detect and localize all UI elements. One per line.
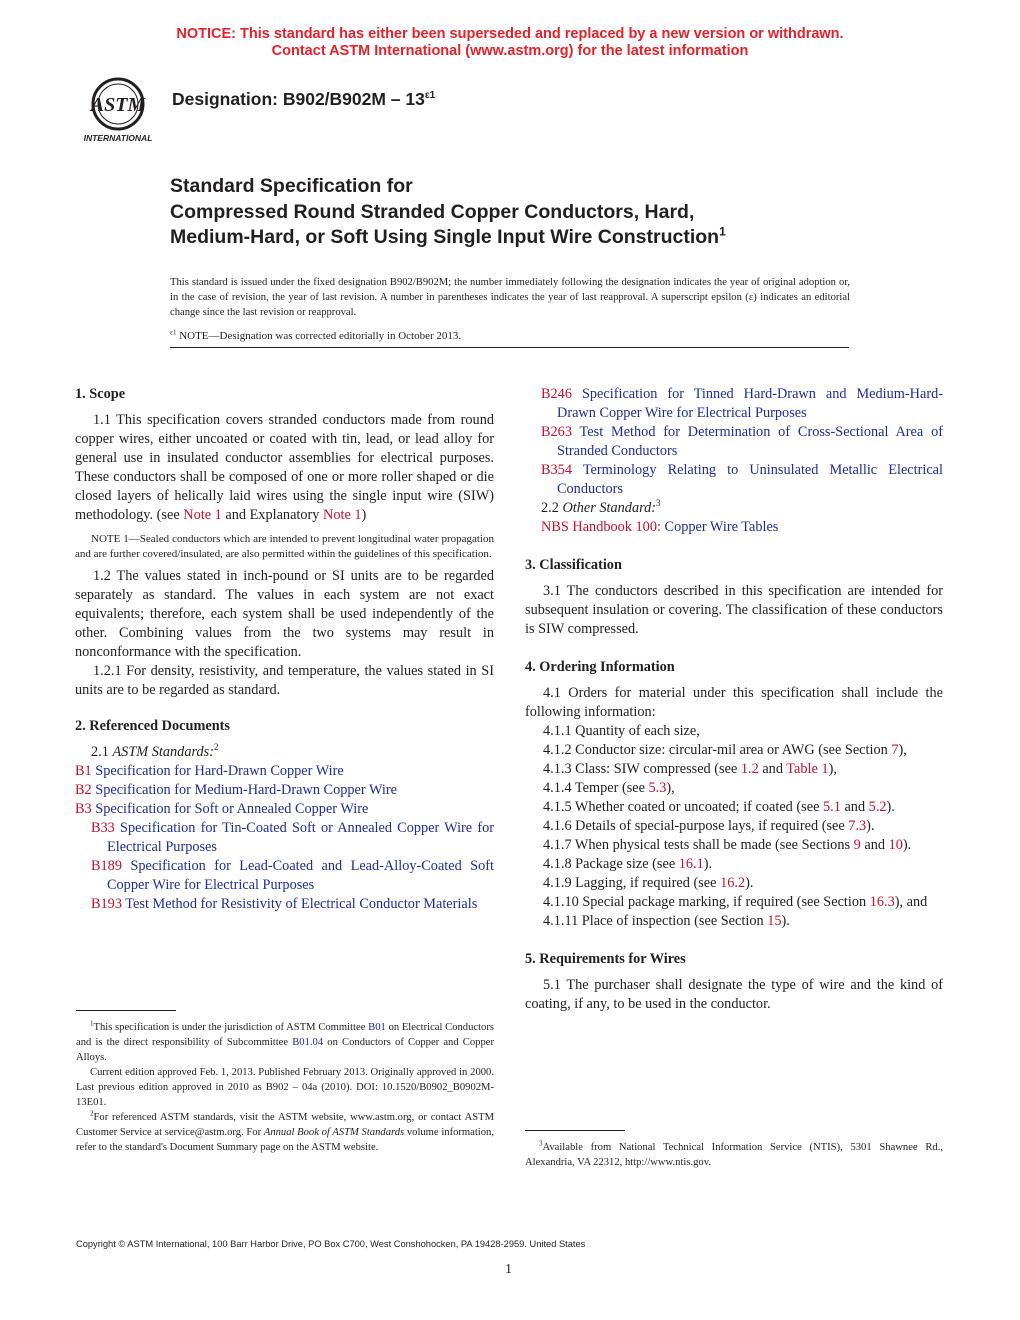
title-line-3-text: Medium-Hard, or Soft Using Single Input Wire Construction <box>170 226 720 248</box>
paragraph-3-1: 3.1 The conductors described in this specification are intended for subsequent insulation or covering. The classification of these conductors is SIW compressed. <box>525 583 943 637</box>
i9-b: ). <box>745 875 754 891</box>
editorial-note <box>170 330 461 342</box>
i6-a: 4.1.6 Details of special-purpose lays, if required (see <box>543 818 849 834</box>
i10-a: 4.1.10 Special package marking, if required (see Section <box>543 894 870 910</box>
i7-b: ). <box>902 837 912 853</box>
p21-label: 2.1 <box>91 744 113 760</box>
p22-sup: 3 <box>656 498 661 509</box>
section-4-heading: 4. Ordering Information <box>525 659 675 675</box>
i9-a: 4.1.9 Lagging, if required (see <box>543 875 721 891</box>
p21-italic: ASTM Standards: <box>112 744 214 760</box>
footnote-2 <box>76 1110 494 1155</box>
section-1-heading: 1. Scope <box>75 386 126 402</box>
ref-title[interactable]: Specification for Tin-Coated Soft or Annealed Copper Wire for Electrical Purposes <box>107 820 494 855</box>
ref-code[interactable]: B33 <box>91 820 115 836</box>
ref-title[interactable]: Specification for Soft or Annealed Copper Wire <box>91 801 369 817</box>
note-1: NOTE 1—Sealed conductors which are intended to prevent longitudinal water propagation and are further covered/insulated, are also permitted within the guidelines of this specification. <box>75 533 494 560</box>
fn3-sup: 3 <box>539 1139 543 1148</box>
section-10-link[interactable]: 10 <box>888 837 903 853</box>
ref-b33[interactable] <box>75 819 494 857</box>
item-4-1-9 <box>525 874 943 893</box>
item-4-1-8 <box>525 855 943 874</box>
nbs-title[interactable]: Copper Wire Tables <box>660 519 779 535</box>
ref-title[interactable]: Test Method for Resistivity of Electrical Conductor Materials <box>121 896 478 912</box>
section-5-2-link[interactable]: 5.2 <box>868 799 887 815</box>
ref-title[interactable]: Terminology Relating to Uninsulated Metallic Electrical Conductors <box>557 462 943 497</box>
paragraph-5-1: 5.1 The purchaser shall designate the type of wire and the kind of coating, if any, to be used in the conductor. <box>525 977 943 1012</box>
ref-b246[interactable] <box>525 385 943 423</box>
logo-subtext: INTERNATIONAL <box>83 133 153 143</box>
document-title <box>170 174 870 251</box>
astm-logo-icon <box>72 74 164 146</box>
footnote-1 <box>76 1020 494 1065</box>
i5-b: ). <box>886 799 895 815</box>
fn3-text: Available from National Technical Information Service (NTIS), 5301 Shawnee Rd., Alexandria, VA 22312, http://www.ntis.gov. <box>525 1142 943 1168</box>
fn1-sup: 1 <box>90 1019 94 1028</box>
ref-b3[interactable] <box>75 800 494 819</box>
item-4-1-5 <box>525 798 943 817</box>
ref-code[interactable]: B263 <box>541 424 572 440</box>
i5-a: 4.1.5 Whether coated or uncoated; if coated (see <box>543 799 823 815</box>
section-7-link[interactable]: 7 <box>891 742 899 758</box>
section-5-1-link[interactable]: 5.1 <box>823 799 841 815</box>
i2-a: 4.1.2 Conductor size: circular-mil area or AWG (see Section <box>543 742 892 758</box>
ref-title[interactable]: Test Method for Determination of Cross-Sectional Area of Stranded Conductors <box>557 424 943 459</box>
notice-line-1: NOTICE: This standard has either been superseded and replaced by a new version or withdrawn. <box>176 26 844 42</box>
i7-m: and <box>860 837 889 853</box>
page-number: 1 <box>505 1262 512 1277</box>
withdrawal-notice <box>0 26 1020 60</box>
item-4-1-7 <box>525 836 943 855</box>
title-line-2: Compressed Round Stranded Copper Conductors, Hard, <box>170 200 695 223</box>
table-1-link[interactable]: Table 1 <box>786 761 829 777</box>
item-4-1-1: 4.1.1 Quantity of each size, <box>543 723 700 739</box>
section-9-link[interactable]: 9 <box>853 837 861 853</box>
ref-code[interactable]: B2 <box>75 782 92 798</box>
section-15-link[interactable]: 15 <box>767 913 782 929</box>
paragraph-1-2: 1.2 The values stated in inch-pound or SI units are to be regarded separately as standard. The values in each system are not exact equivalents; therefore, each system shall be used independently of the other. Combining values from the two systems may result in nonconformance with the specification. <box>75 568 494 660</box>
ref-b263[interactable] <box>525 423 943 461</box>
section-2-heading: 2. Referenced Documents <box>75 718 230 734</box>
ref-title[interactable]: Specification for Medium-Hard-Drawn Copper Wire <box>91 782 397 798</box>
section-16-2-link[interactable]: 16.2 <box>720 875 746 891</box>
p22-italic: Other Standard: <box>562 500 657 516</box>
section-1-2-link[interactable]: 1.2 <box>740 761 759 777</box>
designation-sup: ε1 <box>424 90 436 102</box>
section-16-1-link[interactable]: 16.1 <box>678 856 704 872</box>
right-column <box>525 385 943 1014</box>
paragraph-1-1 <box>75 411 494 525</box>
paragraph-2-2 <box>525 499 943 518</box>
i3-a: 4.1.3 Class: SIW compressed (see <box>543 761 741 777</box>
fn2-b: volume information, refer to the standard's Document Summary page on the ASTM website. <box>76 1127 494 1153</box>
i3-m: and <box>758 761 787 777</box>
ref-code[interactable]: B189 <box>91 858 122 874</box>
fn2-sup: 2 <box>90 1109 94 1118</box>
item-4-1-10 <box>525 893 943 912</box>
fn2-a: For referenced ASTM standards, visit the ASTM website, www.astm.org, or contact ASTM Customer Service at service@astm.org. For <box>76 1112 494 1138</box>
item-4-1-6 <box>525 817 943 836</box>
footnotes-left <box>76 1020 494 1155</box>
fn2-italic: Annual Book of ASTM Standards <box>263 1127 405 1138</box>
i5-m: and <box>840 799 869 815</box>
item-4-1-3 <box>525 760 943 779</box>
intro-divider <box>170 347 849 348</box>
ref-b354[interactable] <box>525 461 943 499</box>
i8-a: 4.1.8 Package size (see <box>543 856 679 872</box>
i11-b: ). <box>781 913 790 929</box>
title-line-1: Standard Specification for <box>170 175 413 197</box>
i4-b: ), <box>666 780 675 796</box>
footnote-divider-right <box>525 1130 625 1131</box>
explanatory-note-1-link[interactable]: Note 1 <box>323 507 362 523</box>
ref-b189[interactable] <box>75 857 494 895</box>
ref-code[interactable]: B193 <box>91 896 122 912</box>
nbs-code[interactable]: NBS Handbook 100: <box>541 519 661 535</box>
enote-sup: ε1 <box>170 328 177 337</box>
note-1-link[interactable]: Note 1 <box>183 507 222 523</box>
item-4-1-2 <box>525 741 943 760</box>
p21-sup: 2 <box>214 742 219 753</box>
p1-text: 1.1 This specification covers stranded conductors made from round copper wires, either uncoated or coated with tin, lead, or lead alloy for general use in insulated conductor assemblies for electrical purposes. These conductors shall be composed of one or more roller shaped or die closed layers of helically laid wires using the single input wire (SIW) methodology. (see <box>75 412 494 523</box>
subcommittee-b0104-link[interactable]: B01.04 <box>292 1037 324 1048</box>
i6-b: ). <box>866 818 875 834</box>
p1-end: ) <box>361 507 367 523</box>
ref-b193[interactable] <box>75 895 494 914</box>
i2-b: ), <box>898 742 907 758</box>
section-3-heading: 3. Classification <box>525 557 622 573</box>
i7-a: 4.1.7 When physical tests shall be made (see Sections <box>543 837 854 853</box>
ref-b1[interactable] <box>75 762 494 781</box>
i11-a: 4.1.11 Place of inspection (see Section <box>543 913 768 929</box>
section-16-3-link[interactable]: 16.3 <box>869 894 895 910</box>
i10-b: ), and <box>894 894 928 910</box>
fn1-b: on Electrical Conductors and is the direct responsibility of Subcommittee <box>76 1022 494 1048</box>
ref-code[interactable]: B354 <box>541 462 572 478</box>
paragraph-1-2-1: 1.2.1 For density, resistivity, and temperature, the values stated in SI units are to be regarded as standard. <box>75 663 494 698</box>
committee-b01-link[interactable]: B01 <box>368 1022 386 1033</box>
paragraph-4-1: 4.1 Orders for material under this specification shall include the following information: <box>525 685 943 720</box>
ref-code[interactable]: B246 <box>541 386 572 402</box>
notice-line-2: Contact ASTM International (www.astm.org) for the latest information <box>271 43 749 59</box>
title-sup: 1 <box>719 224 726 239</box>
footnotes-right <box>525 1140 943 1170</box>
footnote-1-edition: Current edition approved Feb. 1, 2013. Published February 2013. Originally approved in 2000. Last previous edition approved in 2010 as B902 – 04a (2010). DOI: 10.1520/B0902_B0902M-13E01. <box>76 1067 494 1108</box>
item-4-1-11 <box>525 912 943 931</box>
ref-nbs-handbook[interactable] <box>525 518 943 537</box>
p22-label: 2.2 <box>541 500 563 516</box>
ref-code[interactable]: B1 <box>75 763 92 779</box>
p1-mid: and Explanatory <box>221 507 324 523</box>
copyright-footer: Copyright © ASTM International, 100 Barr Harbor Drive, PO Box C700, West Conshohocken, PA 19428-2959. United States <box>76 1239 586 1249</box>
fn1-a: This specification is under the jurisdiction of ASTM Committee <box>93 1022 369 1033</box>
designation <box>172 89 435 110</box>
enote-text: NOTE—Designation was corrected editorially in October 2013. <box>176 330 462 342</box>
designation-label: Designation: B902/B902M – 13 <box>172 89 425 109</box>
ref-title[interactable]: Specification for Hard-Drawn Copper Wire <box>91 763 344 779</box>
left-column <box>75 385 494 914</box>
fn1-c: on Conductors of Copper and Copper Alloys. <box>76 1037 494 1063</box>
footnote-divider-left <box>76 1010 176 1011</box>
i3-b: ), <box>828 761 837 777</box>
item-4-1-4 <box>525 779 943 798</box>
ref-code[interactable]: B3 <box>75 801 92 817</box>
ref-b2[interactable] <box>75 781 494 800</box>
intro-paragraph: This standard is issued under the fixed designation B902/B902M; the number immediately following the designation indicates the year of original adoption or, in the case of revision, the year of last revision. A number in parentheses indicates the year of last reapproval. A superscript epsilon (ε) indicates an editorial change since the last revision or reapproval. <box>170 277 850 318</box>
title-line-3 <box>170 225 870 251</box>
i4-a: 4.1.4 Temper (see <box>543 780 649 796</box>
section-5-heading: 5. Requirements for Wires <box>525 951 686 967</box>
section-7-3-link[interactable]: 7.3 <box>848 818 867 834</box>
ref-title[interactable]: Specification for Lead-Coated and Lead-Alloy-Coated Soft Copper Wire for Electrical Purposes <box>107 858 494 893</box>
paragraph-2-1 <box>75 743 494 762</box>
logo-text: ASTM <box>90 94 146 116</box>
i8-b: ). <box>703 856 713 872</box>
footnote-3 <box>525 1140 943 1170</box>
section-5-3-link[interactable]: 5.3 <box>648 780 667 796</box>
ref-title[interactable]: Specification for Tinned Hard-Drawn and Medium-Hard-Drawn Copper Wire for Electrical Purposes <box>557 386 943 421</box>
